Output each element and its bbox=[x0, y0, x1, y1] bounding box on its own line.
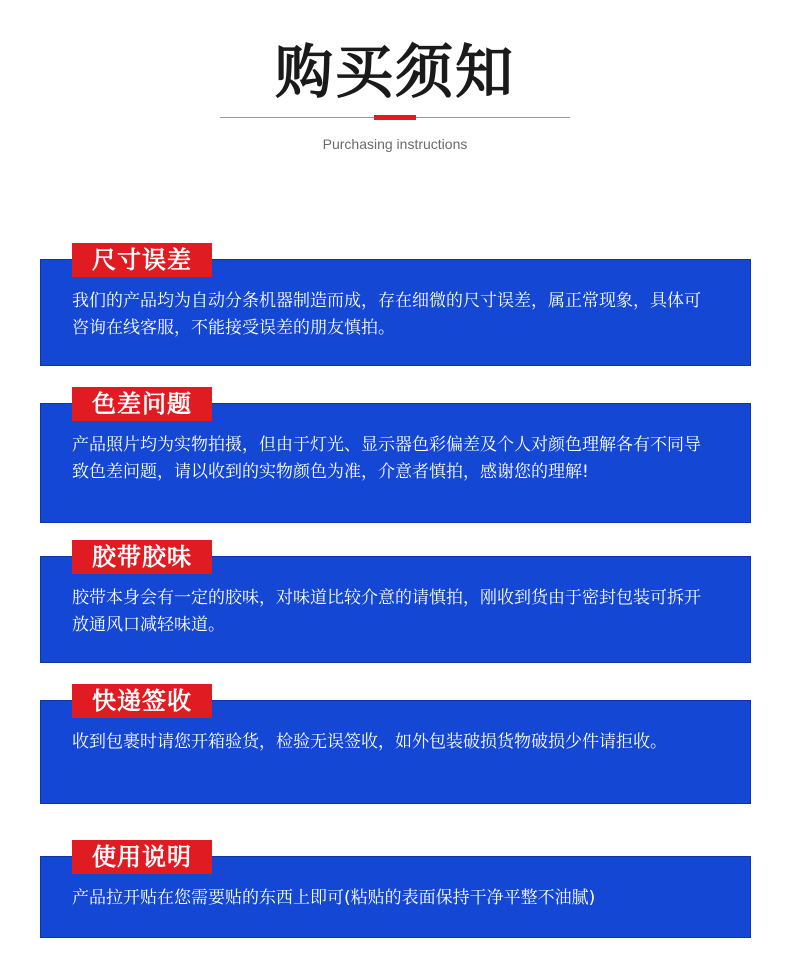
page-subtitle: Purchasing instructions bbox=[322, 136, 468, 152]
section-tag: 胶带胶味 bbox=[72, 540, 212, 574]
section-text: 收到包裹时请您开箱验货，检验无误签收，如外包装破损货物破损少件请拒收。 bbox=[72, 732, 667, 752]
section-delivery-signing bbox=[40, 684, 751, 804]
section-color-difference bbox=[40, 387, 751, 523]
page-header bbox=[0, 0, 790, 200]
page-title: 购买须知 bbox=[274, 38, 515, 106]
section-tag: 色差问题 bbox=[72, 387, 212, 421]
section-text: 产品拉开贴在您需要贴的东西上即可(粘贴的表面保持干净平整不油腻) bbox=[72, 888, 596, 908]
title-divider-accent bbox=[374, 115, 416, 120]
section-text: 胶带本身会有一定的胶味，对味道比较介意的请慎拍，刚收到货由于密封包装可拆开放通风口减轻味道。 bbox=[72, 588, 701, 635]
section-tape-odor bbox=[40, 540, 751, 663]
section-text: 产品照片均为实物拍摄，但由于灯光、显示器色彩偏差及个人对颜色理解各有不同导致色差问题，请以收到的实物颜色为准，介意者慎拍，感谢您的理解! bbox=[72, 435, 701, 482]
section-text: 我们的产品均为自动分条机器制造而成，存在细微的尺寸误差，属正常现象，具体可咨询在线客服，不能接受误差的朋友慎拍。 bbox=[72, 291, 701, 338]
section-tag: 尺寸误差 bbox=[72, 243, 212, 277]
section-tag: 使用说明 bbox=[72, 840, 212, 874]
section-size-error bbox=[40, 243, 751, 366]
section-tag: 快递签收 bbox=[72, 684, 212, 718]
section-usage-instructions bbox=[40, 840, 751, 938]
